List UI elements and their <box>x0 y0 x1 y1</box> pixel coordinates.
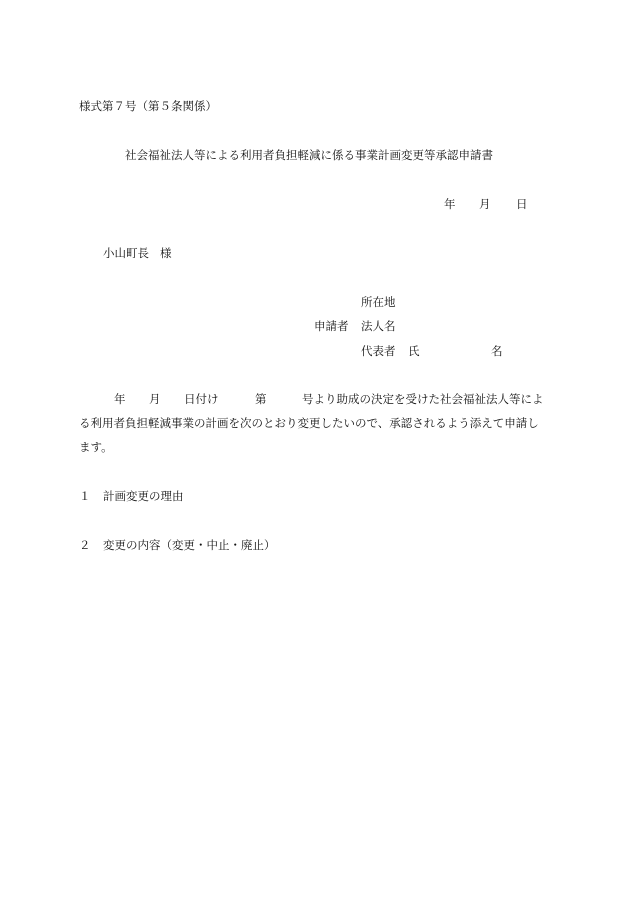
corp-name-label: 法人名 <box>361 319 396 333</box>
item-1-number: １ <box>79 489 91 503</box>
representative-label: 代表者 <box>361 344 396 358</box>
decision-day: 日付け <box>184 392 219 406</box>
document-title: 社会福祉法人等による利用者負担軽減に係る事業計画変更等承認申請書 <box>125 148 493 162</box>
body-line-2: る利用者負担軽減事業の計画を次のとおり変更したいので、承認されるよう添えて申請し <box>79 416 539 430</box>
applicant-label: 申請者 <box>314 319 349 333</box>
addressee-honorific: 様 <box>160 246 172 260</box>
addressee-name: 小山町長 <box>103 246 149 260</box>
decision-number-prefix: 第 <box>255 392 267 406</box>
item-1-text: 計画変更の理由 <box>103 489 184 503</box>
decision-number-suffix: 号より助成の決定を受けた社会福祉法人等によ <box>302 392 544 406</box>
date-day: 日 <box>516 197 528 211</box>
date-month: 月 <box>479 197 491 211</box>
item-2-number: ２ <box>79 538 91 552</box>
address-label: 所在地 <box>361 295 396 309</box>
rep-name-label: 氏 <box>408 344 420 358</box>
decision-year: 年 <box>114 392 126 406</box>
item-2-text: 変更の内容（変更・中止・廃止） <box>103 538 276 552</box>
body-line-3: ます。 <box>79 440 113 454</box>
rep-name-suffix: 名 <box>491 344 503 358</box>
form-number: 様式第７号（第５条関係） <box>79 99 217 113</box>
date-year: 年 <box>444 197 456 211</box>
decision-month: 月 <box>149 392 161 406</box>
